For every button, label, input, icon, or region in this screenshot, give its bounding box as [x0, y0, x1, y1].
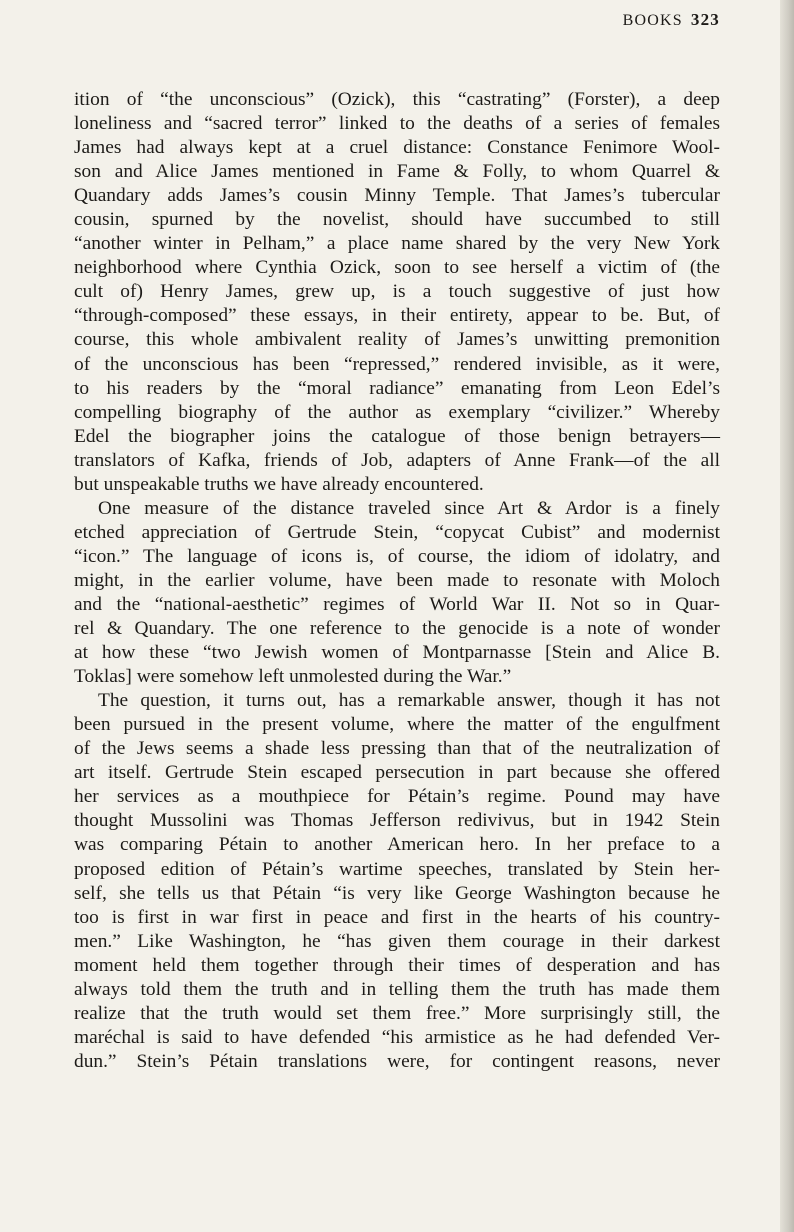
- text-line: “another winter in Pelham,” a place name shared by the very New York: [74, 233, 720, 255]
- text-line: been pursued in the present volume, where the matter of the engulfment: [74, 714, 720, 736]
- text-line: maréchal is said to have defended “his armistice as he had defended Ver-: [74, 1026, 720, 1048]
- text-line: but unspeakable truths we have already encountered.: [74, 473, 484, 495]
- text-line: moment held them together through their times of desperation and has: [74, 954, 720, 976]
- text-line: loneliness and “sacred terror” linked to the deaths of a series of females: [74, 113, 720, 135]
- text-line: translators of Kafka, friends of Job, adapters of Anne Frank—of the all: [74, 449, 720, 471]
- section-title: BOOKS: [622, 12, 683, 29]
- text-line: rel & Quandary. The one reference to the genocide is a note of wonder: [74, 618, 720, 640]
- text-line: “through-composed” these essays, in their entirety, appear to be. But, of: [74, 305, 720, 327]
- text-line: might, in the earlier volume, have been made to resonate with Moloch: [74, 569, 720, 591]
- text-line: always told them the truth and in telling them the truth has made them: [74, 978, 720, 1000]
- text-line: cult of) Henry James, grew up, is a touch suggestive of just how: [74, 281, 720, 303]
- text-line: and the “national-aesthetic” regimes of World War II. Not so in Quar-: [74, 593, 720, 615]
- running-header: [623, 10, 720, 30]
- text-line: James had always kept at a cruel distance: Constance Fenimore Wool-: [74, 137, 720, 159]
- text-line: of the Jews seems a shade less pressing than that of the neutralization of: [74, 738, 720, 760]
- text-line: of the unconscious has been “repressed,” rendered invisible, as it were,: [74, 353, 720, 375]
- text-line: her services as a mouthpiece for Pétain’s regime. Pound may have: [74, 786, 720, 808]
- text-line: art itself. Gertrude Stein escaped persecution in part because she offered: [74, 762, 720, 784]
- text-line: cousin, spurned by the novelist, should have succumbed to still: [74, 209, 720, 231]
- page-number: 323: [690, 10, 720, 29]
- text-line: son and Alice James mentioned in Fame & Folly, to whom Quarrel &: [74, 161, 720, 183]
- text-line: The question, it turns out, has a remarkable answer, though it has not: [98, 690, 720, 712]
- text-line: Edel the biographer joins the catalogue of those benign betrayers—: [74, 425, 720, 447]
- text-line: Quandary adds James’s cousin Minny Temple. That James’s tubercular: [74, 185, 720, 207]
- text-line: men.” Like Washington, he “has given them courage in their darkest: [74, 930, 720, 952]
- text-line: neighborhood where Cynthia Ozick, soon to see herself a victim of (the: [74, 257, 720, 279]
- page-edge: [780, 0, 794, 1232]
- text-line: compelling biography of the author as exemplary “civilizer.” Whereby: [74, 401, 720, 423]
- text-line: realize that the truth would set them free.” More surprisingly still, the: [74, 1002, 720, 1024]
- text-line: thought Mussolini was Thomas Jefferson redivivus, but in 1942 Stein: [74, 810, 720, 832]
- text-line: course, this whole ambivalent reality of James’s unwitting premonition: [74, 329, 720, 351]
- text-line: Toklas] were somehow left unmolested during the War.”: [74, 666, 512, 688]
- text-line: ition of “the unconscious” (Ozick), this “castrating” (Forster), a deep: [74, 89, 720, 110]
- text-line: dun.” Stein’s Pétain translations were, for contingent reasons, never: [74, 1050, 720, 1072]
- body-text: [74, 88, 720, 1074]
- text-line: at how these “two Jewish women of Montparnasse [Stein and Alice B.: [74, 642, 720, 664]
- text-line: self, she tells us that Pétain “is very like George Washington because he: [74, 882, 720, 904]
- text-line: One measure of the distance traveled since Art & Ardor is a finely: [98, 497, 720, 519]
- text-line: was comparing Pétain to another American hero. In her preface to a: [74, 834, 720, 856]
- text-line: “icon.” The language of icons is, of course, the idiom of idolatry, and: [74, 545, 720, 567]
- text-line: too is first in war first in peace and first in the hearts of his country-: [74, 906, 720, 928]
- text-line: etched appreciation of Gertrude Stein, “copycat Cubist” and modernist: [74, 521, 720, 543]
- text-line: proposed edition of Pétain’s wartime speeches, translated by Stein her-: [74, 858, 720, 880]
- text-line: to his readers by the “moral radiance” emanating from Leon Edel’s: [74, 377, 720, 399]
